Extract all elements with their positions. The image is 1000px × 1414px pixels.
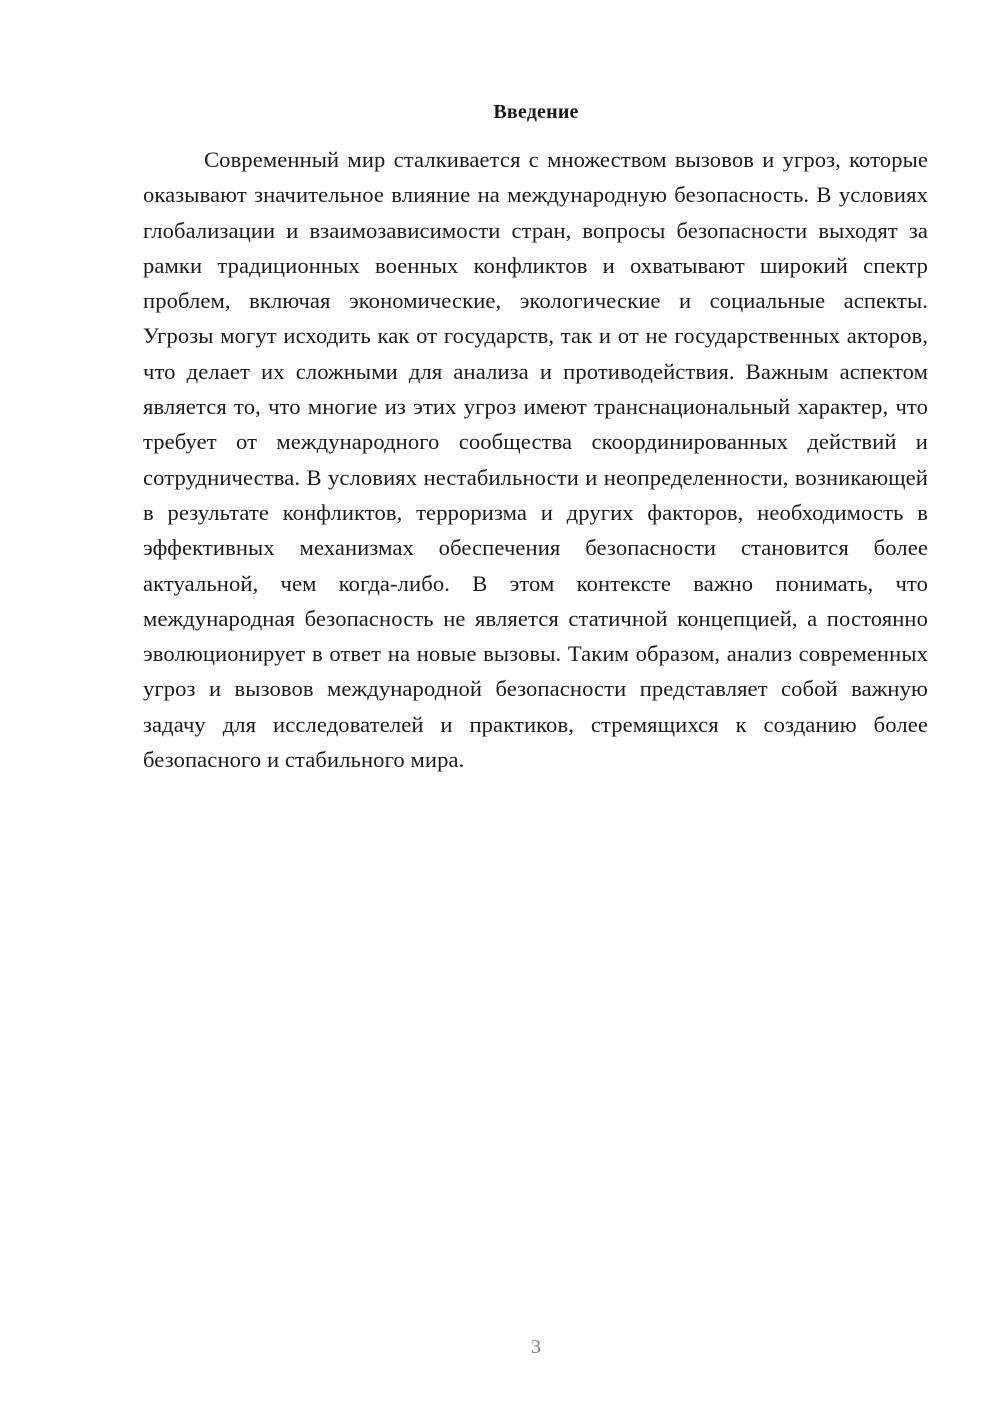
body-paragraph: Современный мир сталкивается с множеством вызовов и угроз, которые оказывают значительное влияние на международную безопасность. В условиях глобализации и взаимозависимости стран, вопросы безопасности выходят за рамки традиционных военных конфликтов и охватывают широкий спектр проблем, включая экономические, экологические и социальные аспекты. Угрозы могут исходить как от государств, так и от не государственных акторов, что делает их сложными для анализа и противодействия. Важным аспектом является то, что многие из этих угроз имеют транснациональный характер, что требует от международного сообщества скоординированных действий и сотрудничества. В условиях нестабильности и неопределенности, возникающей в результате конфликтов, терроризма и других факторов, необходимость в эффективных механизмах обеспечения безопасности становится более актуальной, чем когда-либо. В этом контексте важно понимать, что международная безопасность не является статичной концепцией, а постоянно эволюционирует в ответ на новые вызовы. Таким образом, анализ современных угроз и вызовов международной безопасности представляет собой важную задачу для исследователей и практиков, стремящихся к созданию более безопасного и стабильного мира. (143, 147, 928, 773)
page-number: 3 (531, 1336, 541, 1358)
section-heading: Введение (493, 101, 579, 123)
